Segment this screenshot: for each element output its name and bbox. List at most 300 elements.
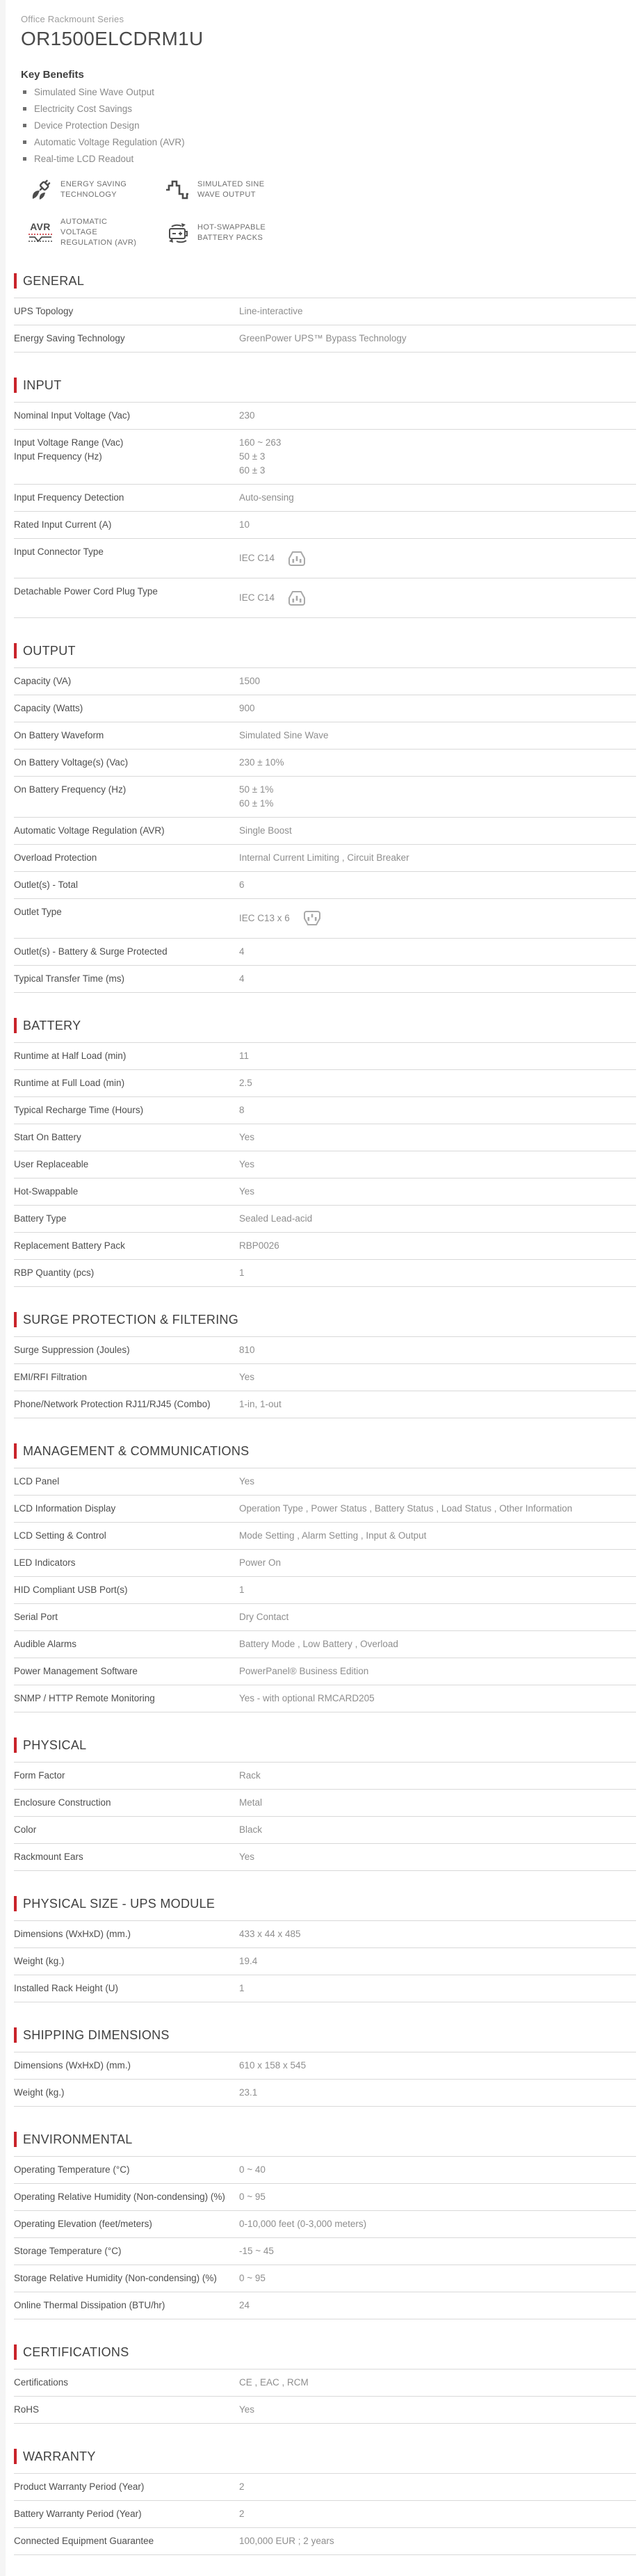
spec-row	[14, 2238, 636, 2265]
spec-value-line: Metal	[239, 1797, 263, 1808]
spec-label	[14, 305, 239, 318]
spec-label	[14, 851, 239, 865]
spec-value	[239, 2376, 636, 2390]
spec-label	[14, 585, 239, 599]
spec-value-line: 60 ± 3	[239, 465, 266, 476]
spec-value	[239, 851, 636, 865]
spec-value	[239, 1049, 636, 1063]
spec-value	[239, 878, 636, 892]
spec-label-line: Weight (kg.)	[14, 1956, 65, 1966]
spec-label	[14, 1823, 239, 1837]
spec-value-line: 0-10,000 feet (0-3,000 meters)	[239, 2219, 367, 2229]
spec-value	[239, 332, 636, 346]
spec-value-line: Yes	[239, 1159, 255, 1169]
spec-label-line: Certifications	[14, 2377, 69, 2388]
spec-table	[14, 2156, 636, 2319]
spec-label	[14, 972, 239, 986]
product-header	[21, 0, 636, 248]
spec-value	[239, 1398, 636, 1411]
spec-row	[14, 2397, 636, 2424]
spec-value	[239, 1637, 636, 1651]
spec-label-line: Enclosure Construction	[14, 1797, 111, 1808]
spec-value	[239, 1239, 636, 1253]
spec-label-line: Power Management Software	[14, 1666, 138, 1676]
spec-table	[14, 1762, 636, 1871]
section-accent-bar	[14, 2449, 17, 2464]
spec-label	[14, 2086, 239, 2100]
section-accent-bar	[14, 1443, 17, 1459]
spec-value-line: CE , EAC , RCM	[239, 2377, 309, 2388]
spec-value-text: IEC C14	[239, 553, 275, 563]
spec-row	[14, 777, 636, 818]
spec-label-line: Nominal Input Voltage (Vac)	[14, 410, 131, 421]
section-accent-bar	[14, 643, 17, 658]
spec-value-line: 2.5	[239, 1078, 252, 1088]
spec-label	[14, 2271, 239, 2285]
spec-label	[14, 1131, 239, 1144]
spec-label	[14, 1185, 239, 1199]
spec-label	[14, 2217, 239, 2231]
section-header	[14, 1443, 636, 1459]
spec-label	[14, 2534, 239, 2548]
spec-value-line: Sealed Lead-acid	[239, 1213, 313, 1224]
spec-label-line: Automatic Voltage Regulation (AVR)	[14, 825, 165, 836]
section-header	[14, 1312, 636, 1327]
spec-label	[14, 436, 239, 464]
spec-label	[14, 1637, 239, 1651]
spec-label	[14, 2376, 239, 2390]
spec-table	[14, 2473, 636, 2555]
spec-row	[14, 2080, 636, 2107]
spec-section	[14, 378, 636, 618]
spec-label	[14, 1076, 239, 1090]
spec-value-line: Dry Contact	[239, 1612, 289, 1622]
spec-table	[14, 1336, 636, 1418]
spec-value-line: RBP0026	[239, 1240, 279, 1251]
spec-label-line: LCD Panel	[14, 1476, 60, 1487]
spec-label-line: Outlet(s) - Total	[14, 880, 79, 890]
feature-badge	[28, 217, 165, 248]
spec-row	[14, 539, 636, 578]
spec-value	[239, 2271, 636, 2285]
spec-value	[239, 2507, 636, 2521]
spec-value-line: 1	[239, 1267, 245, 1278]
section-accent-bar	[14, 273, 17, 289]
spec-value-line: 23.1	[239, 2087, 258, 2098]
spec-table	[14, 2369, 636, 2424]
spec-label	[14, 332, 239, 346]
spec-label	[14, 1927, 239, 1941]
spec-label	[14, 878, 239, 892]
spec-label	[14, 1583, 239, 1597]
spec-value	[239, 2299, 636, 2312]
spec-value-line: 11	[239, 1051, 250, 1061]
spec-label-line: Dimensions (WxHxD) (mm.)	[14, 1929, 131, 1939]
spec-row	[14, 939, 636, 966]
spec-value	[239, 783, 636, 811]
key-benefit-item: Automatic Voltage Regulation (AVR)	[21, 138, 636, 147]
spec-row	[14, 966, 636, 993]
key-benefit-item: Device Protection Design	[21, 121, 636, 131]
section-accent-bar	[14, 1896, 17, 1911]
battery-swap-icon	[165, 221, 190, 245]
spec-section	[14, 1737, 636, 1871]
spec-value	[239, 2217, 636, 2231]
spec-row	[14, 2501, 636, 2528]
spec-value-line: 230 ± 10%	[239, 757, 284, 768]
spec-label	[14, 1769, 239, 1783]
spec-label-line: SNMP / HTTP Remote Monitoring	[14, 1693, 155, 1703]
spec-label-line: Form Factor	[14, 1770, 65, 1781]
spec-row	[14, 1763, 636, 1790]
spec-value-line: 24	[239, 2300, 250, 2310]
spec-value	[239, 1343, 636, 1357]
feature-badge-label: ENERGY SAVING TECHNOLOGY	[60, 180, 127, 199]
spec-label	[14, 1796, 239, 1810]
spec-row	[14, 695, 636, 722]
key-benefits-list	[21, 88, 636, 164]
spec-row	[14, 1921, 636, 1948]
spec-label	[14, 783, 239, 797]
product-model-title: OR1500ELCDRM1U	[21, 28, 204, 49]
spec-label	[14, 545, 239, 559]
spec-label-line: Color	[14, 1824, 37, 1835]
spec-value	[239, 1076, 636, 1090]
spec-label-line: Serial Port	[14, 1612, 58, 1622]
section-header	[14, 378, 636, 393]
spec-row	[14, 1550, 636, 1577]
spec-label-line: RoHS	[14, 2404, 40, 2415]
key-benefits-heading: Key Benefits	[21, 69, 84, 81]
spec-label	[14, 2480, 239, 2494]
spec-value	[239, 1769, 636, 1783]
spec-row	[14, 1070, 636, 1097]
spec-value-line: Yes	[239, 1132, 255, 1142]
spec-value	[239, 1556, 636, 1570]
spec-value-line: 2	[239, 2509, 245, 2519]
feature-badges	[28, 178, 636, 248]
spec-label-line: Storage Temperature (°C)	[14, 2246, 122, 2256]
section-header	[14, 2132, 636, 2147]
spec-value-line: 433 x 44 x 485	[239, 1929, 301, 1939]
spec-row	[14, 325, 636, 353]
section-title: BATTERY	[23, 1018, 81, 1032]
spec-row	[14, 668, 636, 695]
spec-row	[14, 1097, 636, 1124]
key-benefit-item: Real-time LCD Readout	[21, 154, 636, 164]
feature-badge	[28, 178, 165, 202]
spec-value	[239, 518, 636, 532]
spec-section	[14, 2132, 636, 2319]
spec-label	[14, 2163, 239, 2177]
spec-label	[14, 905, 239, 919]
spec-section	[14, 2344, 636, 2424]
spec-label-line: Phone/Network Protection RJ11/RJ45 (Combo)	[14, 1399, 211, 1409]
iec-c14-icon	[283, 587, 311, 609]
spec-label-line: LCD Setting & Control	[14, 1530, 106, 1541]
spec-value	[239, 1583, 636, 1597]
spec-label-line: Typical Transfer Time (ms)	[14, 973, 125, 984]
spec-label	[14, 409, 239, 423]
spec-row	[14, 1790, 636, 1817]
spec-value-line: 1-in, 1-out	[239, 1399, 282, 1409]
section-title: INPUT	[23, 378, 62, 392]
spec-value	[239, 1982, 636, 1995]
spec-row	[14, 1975, 636, 2002]
spec-value-line: Battery Mode , Low Battery , Overload	[239, 1639, 398, 1649]
spec-value-line: 1500	[239, 676, 261, 686]
spec-row	[14, 1233, 636, 1260]
spec-value-line: Yes	[239, 1852, 255, 1862]
spec-label	[14, 2299, 239, 2312]
spec-label	[14, 1850, 239, 1864]
spec-value-line: 8	[239, 1105, 245, 1115]
section-accent-bar	[14, 378, 17, 393]
spec-row	[14, 1658, 636, 1685]
spec-value-line: 900	[239, 703, 255, 713]
spec-table	[14, 402, 636, 618]
spec-label-line: User Replaceable	[14, 1159, 89, 1169]
spec-value	[239, 2163, 636, 2177]
spec-value-line: Power On	[239, 1557, 282, 1568]
feature-badge	[165, 217, 636, 248]
spec-label-line: RBP Quantity (pcs)	[14, 1267, 95, 1278]
spec-table	[14, 667, 636, 993]
spec-value-line: 230	[239, 410, 255, 421]
energy-saving-icon	[28, 178, 53, 202]
spec-table	[14, 1042, 636, 1287]
spec-row	[14, 2528, 636, 2555]
iec-c13-icon	[298, 907, 326, 930]
spec-label-line: Audible Alarms	[14, 1639, 77, 1649]
spec-label-line: EMI/RFI Filtration	[14, 1372, 88, 1382]
spec-label-line: Dimensions (WxHxD) (mm.)	[14, 2060, 131, 2071]
section-title: SURGE PROTECTION & FILTERING	[23, 1312, 239, 1327]
spec-value-line: Simulated Sine Wave	[239, 730, 329, 740]
spec-value	[239, 1158, 636, 1172]
spec-label-line: Input Connector Type	[14, 546, 104, 557]
section-accent-bar	[14, 2132, 17, 2147]
spec-value-line: 1	[239, 1585, 245, 1595]
spec-row	[14, 750, 636, 777]
spec-label-line: Runtime at Half Load (min)	[14, 1051, 127, 1061]
spec-value	[239, 1664, 636, 1678]
spec-label	[14, 2507, 239, 2521]
spec-value	[239, 1796, 636, 1810]
spec-label	[14, 1610, 239, 1624]
spec-label-line: HID Compliant USB Port(s)	[14, 1585, 128, 1595]
spec-value	[239, 1954, 636, 1968]
spec-label-line: Battery Warranty Period (Year)	[14, 2509, 142, 2519]
section-title: OUTPUT	[23, 643, 76, 658]
spec-section	[14, 643, 636, 993]
section-accent-bar	[14, 2027, 17, 2043]
spec-value	[239, 1131, 636, 1144]
spec-label-line: Energy Saving Technology	[14, 333, 125, 343]
spec-row	[14, 2265, 636, 2292]
spec-label-line: Overload Protection	[14, 852, 97, 863]
spec-value-line: Single Boost	[239, 825, 292, 836]
spec-value-line: 160 ~ 263	[239, 437, 282, 448]
spec-label	[14, 1664, 239, 1678]
spec-value	[239, 1502, 636, 1516]
section-accent-bar	[14, 2344, 17, 2360]
spec-label	[14, 1982, 239, 1995]
spec-label-line: Input Voltage Range (Vac)	[14, 437, 124, 448]
spec-row	[14, 485, 636, 512]
spec-value-line: Yes - with optional RMCARD205	[239, 1693, 375, 1703]
spec-value	[239, 1823, 636, 1837]
spec-label-line: Product Warranty Period (Year)	[14, 2481, 145, 2492]
spec-value	[239, 436, 636, 478]
spec-label-line: Rackmount Ears	[14, 1852, 83, 1862]
spec-label-line: Outlet(s) - Battery & Surge Protected	[14, 946, 168, 957]
spec-value-with-icon	[239, 905, 636, 932]
spec-row	[14, 578, 636, 618]
spec-row	[14, 1151, 636, 1178]
spec-label-line: Input Frequency (Hz)	[14, 451, 102, 462]
spec-value-line: 50 ± 1%	[239, 784, 274, 795]
spec-value-line: 100,000 EUR ; 2 years	[239, 2536, 334, 2546]
spec-value	[239, 1266, 636, 1280]
spec-table	[14, 298, 636, 353]
spec-section	[14, 2027, 636, 2107]
section-header	[14, 1896, 636, 1911]
spec-label	[14, 1266, 239, 1280]
spec-label-line: Hot-Swappable	[14, 1186, 79, 1197]
spec-value-line: 0 ~ 95	[239, 2192, 266, 2202]
spec-row	[14, 899, 636, 939]
spec-value-with-icon	[239, 585, 636, 611]
spec-value	[239, 491, 636, 505]
section-title: WARRANTY	[23, 2449, 96, 2463]
spec-section	[14, 2449, 636, 2555]
spec-row	[14, 1604, 636, 1631]
spec-row	[14, 2292, 636, 2319]
spec-label	[14, 1398, 239, 1411]
spec-row	[14, 2474, 636, 2501]
feature-badge-label: SIMULATED SINE WAVE OUTPUT	[197, 180, 265, 199]
spec-value-line: 4	[239, 973, 245, 984]
iec-c14-icon	[283, 547, 311, 569]
section-title: PHYSICAL SIZE - UPS MODULE	[23, 1896, 215, 1911]
section-title: MANAGEMENT & COMMUNICATIONS	[23, 1443, 250, 1458]
spec-label	[14, 1529, 239, 1543]
spec-row	[14, 1206, 636, 1233]
spec-value	[239, 585, 636, 611]
spec-row	[14, 1948, 636, 1975]
spec-section	[14, 273, 636, 353]
spec-value-line: GreenPower UPS™ Bypass Technology	[239, 333, 407, 343]
spec-label	[14, 1212, 239, 1226]
spec-sections	[14, 273, 636, 2555]
spec-row	[14, 430, 636, 485]
spec-label	[14, 491, 239, 505]
spec-label	[14, 2244, 239, 2258]
spec-label	[14, 824, 239, 838]
feature-badge-label: HOT-SWAPPABLE BATTERY PACKS	[197, 222, 266, 242]
spec-value-line: 810	[239, 1345, 255, 1355]
spec-label	[14, 2059, 239, 2073]
spec-label-line: Start On Battery	[14, 1132, 81, 1142]
spec-label	[14, 756, 239, 770]
spec-value	[239, 1370, 636, 1384]
spec-label-line: Online Thermal Dissipation (BTU/hr)	[14, 2300, 165, 2310]
spec-label-line: Outlet Type	[14, 907, 62, 917]
spec-row	[14, 1337, 636, 1364]
section-title: CERTIFICATIONS	[23, 2344, 129, 2359]
spec-row	[14, 1364, 636, 1391]
spec-label-line: Operating Temperature (°C)	[14, 2164, 130, 2175]
spec-row	[14, 403, 636, 430]
spec-label	[14, 1239, 239, 1253]
spec-value-line: Black	[239, 1824, 263, 1835]
spec-value	[239, 905, 636, 932]
spec-value-line: 610 x 158 x 545	[239, 2060, 307, 2071]
spec-label	[14, 674, 239, 688]
spec-value	[239, 1529, 636, 1543]
section-header	[14, 1737, 636, 1753]
section-title: ENVIRONMENTAL	[23, 2132, 133, 2146]
spec-table	[14, 1468, 636, 1712]
section-title: GENERAL	[23, 273, 85, 288]
spec-value-line: 19.4	[239, 1956, 258, 1966]
spec-row	[14, 872, 636, 899]
spec-section	[14, 1018, 636, 1287]
feature-badge	[165, 178, 636, 202]
spec-value	[239, 1103, 636, 1117]
spec-value-line: -15 ~ 45	[239, 2246, 274, 2256]
spec-value	[239, 2244, 636, 2258]
spec-row	[14, 1496, 636, 1523]
spec-label-line: Storage Relative Humidity (Non-condensing) (%)	[14, 2273, 217, 2283]
spec-value	[239, 1610, 636, 1624]
spec-value-line: Yes	[239, 1186, 255, 1197]
spec-value	[239, 1692, 636, 1706]
spec-label	[14, 1049, 239, 1063]
spec-label	[14, 1556, 239, 1570]
section-accent-bar	[14, 1312, 17, 1327]
spec-label-line: LED Indicators	[14, 1557, 76, 1568]
spec-row	[14, 1260, 636, 1287]
spec-row	[14, 1685, 636, 1712]
spec-table	[14, 2052, 636, 2107]
spec-value	[239, 972, 636, 986]
spec-value-text: IEC C14	[239, 592, 275, 603]
spec-label-line: Detachable Power Cord Plug Type	[14, 586, 158, 597]
spec-value-line: 6	[239, 880, 245, 890]
spec-value-line: Internal Current Limiting , Circuit Breaker	[239, 852, 409, 863]
spec-value	[239, 824, 636, 838]
spec-value-line: Mode Setting , Alarm Setting , Input & Output	[239, 1530, 427, 1541]
spec-label-line: On Battery Waveform	[14, 730, 104, 740]
product-series: Office Rackmount Series	[21, 14, 124, 24]
spec-value-line: Rack	[239, 1770, 261, 1781]
spec-value	[239, 1927, 636, 1941]
spec-label-line: Battery Type	[14, 1213, 67, 1224]
spec-row	[14, 2157, 636, 2184]
section-title: SHIPPING DIMENSIONS	[23, 2027, 170, 2042]
spec-value-line: Auto-sensing	[239, 492, 294, 503]
spec-row	[14, 818, 636, 845]
spec-value	[239, 545, 636, 572]
spec-label-line: Typical Recharge Time (Hours)	[14, 1105, 144, 1115]
key-benefit-item: Electricity Cost Savings	[21, 104, 636, 114]
spec-value	[239, 2086, 636, 2100]
section-header	[14, 643, 636, 658]
spec-label-line: Operating Elevation (feet/meters)	[14, 2219, 152, 2229]
spec-label-line: Input Frequency Detection	[14, 492, 124, 503]
